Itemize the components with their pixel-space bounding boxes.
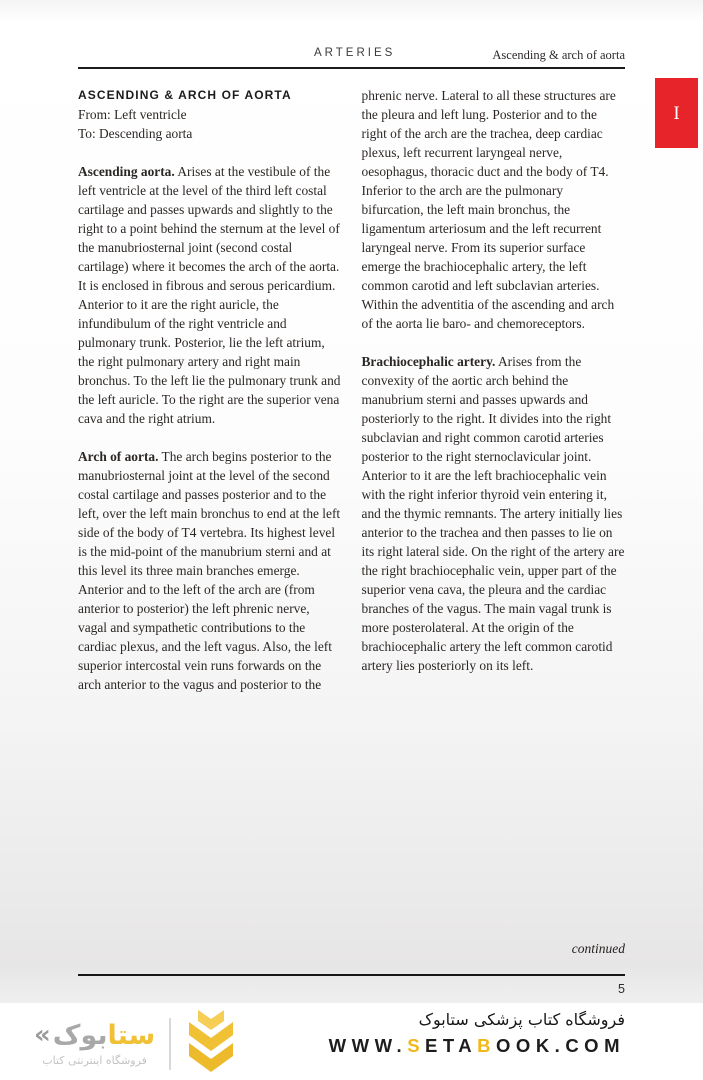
running-head xyxy=(78,47,625,63)
paragraph-text: Arises from the convexity of the aortic arch behind the manubrium sterni and passes upwards and posteriorly to the right. It divides into the right subclavian and right common carotid arteries posterior to the right sternoclavicular joint. Anterior to it are the left brachiocephalic vein with the right inferior thyroid vein entering it, and the thymic remnants. The artery initially lies anterior to the trachea and then passes to lie on its right lateral side. On the right of the artery are the right brachiocephalic vein, upper part of the superior vena cava, the pleura and the cardiac branches of the vagus. The main vagal trunk is more posterolateral. At the origin of the brachiocephalic artery the left common carotid artery lies posteriorly on its left. xyxy=(361,354,625,673)
paragraph-brachiocephalic-artery xyxy=(362,352,626,675)
logo-wordmark-word xyxy=(53,1020,155,1051)
paragraph-text: The arch begins posterior to the manubriosternal joint at the level of the second costal cartilage and passes posterior and to the left, over the left main bronchus to end at the left side of the body of T4 vertebra. Its highest level is the mid-point of the manubrium sterni and at this level its three main branches emerge. Anterior and to the left of the arch are (from anterior to posterior) the left phrenic nerve, vagal and sympathetic contributions to the cardiac plexus, and the left vagus. Also, the left superior intercostal vein runs forwards on the arch anterior to the vagus and posterior to the phrenic nerve. Lateral to all these structures are the pleura and left lung. Posterior and to the right of the arch are the trachea, deep cardiac plexus, left recurrent laryngeal nerve, oesophagus, thoracic duct and the body of T4. Inferior to the arch are the pulmonary bifurcation, the left main bronchus, the ligamentum arteriosum and the left recurrent laryngeal nerve. From its superior surface emerge the brachiocephalic artery, the left common carotid and left subclavian arteries. Within the adventitia of the ascending and arch of the aorta lie baro- and chemoreceptors. xyxy=(78,88,616,692)
article-title: ASCENDING & ARCH OF AORTA xyxy=(78,88,292,102)
guillemet-icon: « xyxy=(34,1020,51,1051)
origin-line: From: Left ventricle xyxy=(78,107,187,122)
running-topic: Ascending & arch of aorta xyxy=(492,48,625,62)
paragraph-text: Arises at the vestibule of the left ventricle at the level of the third left costal cartilage and passes upwards and slightly to the right to a point behind the sternum at the level of the manubriosternal joint (second costal cartilage) where it becomes the arch of the aorta. It is enclosed in fibrous and serous pericardium. Anterior to it are the right auricle, the infundibulum of the right ventricle and pulmonary trunk. Posterior, lie the left atrium, the right pulmonary artery and right main bronchus. To the left lie the pulmonary trunk and the left auricle. To the right are the superior vena cava and the right atrium. xyxy=(78,164,341,426)
site-url[interactable] xyxy=(329,1035,625,1057)
url-segment-accent: S xyxy=(407,1035,426,1057)
logo-wordmark-accent: ستا xyxy=(107,1019,156,1051)
store-name: فروشگاه کتاب پزشکی ستابوک xyxy=(418,1010,625,1029)
logo-tagline: فروشگاه اینترنتی کتاب xyxy=(42,1054,147,1068)
paragraph-ascending-aorta xyxy=(78,162,342,428)
paragraph-lead: Brachiocephalic artery. xyxy=(361,354,496,369)
article-body xyxy=(78,86,625,706)
logo-wordmark-rest: بوک xyxy=(52,1019,108,1051)
footer-contact-block xyxy=(329,1009,625,1057)
destination-line: To: Descending aorta xyxy=(78,126,193,141)
continued-label: continued xyxy=(571,941,625,956)
logo-text-block xyxy=(34,1020,155,1067)
setabook-logo[interactable] xyxy=(34,1010,239,1077)
header-rule xyxy=(78,67,625,69)
url-segment: WWW. xyxy=(328,1035,408,1057)
triple-chevron-icon xyxy=(183,1010,239,1077)
logo-wordmark xyxy=(34,1020,155,1051)
paragraph-lead: Ascending aorta. xyxy=(78,164,175,179)
running-title: ARTERIES xyxy=(314,47,396,59)
section-thumb-tab-label: I xyxy=(673,102,680,124)
section-thumb-tab[interactable] xyxy=(655,78,698,148)
paragraph-lead: Arch of aorta. xyxy=(78,449,159,464)
page-number: 5 xyxy=(618,982,625,996)
footer-rule xyxy=(78,974,625,976)
logo-divider xyxy=(169,1018,171,1070)
url-segment: OOK.COM xyxy=(496,1035,625,1057)
url-segment: ETA xyxy=(425,1035,478,1057)
url-segment-accent: B xyxy=(477,1035,497,1057)
bookstore-footer xyxy=(0,1003,703,1080)
